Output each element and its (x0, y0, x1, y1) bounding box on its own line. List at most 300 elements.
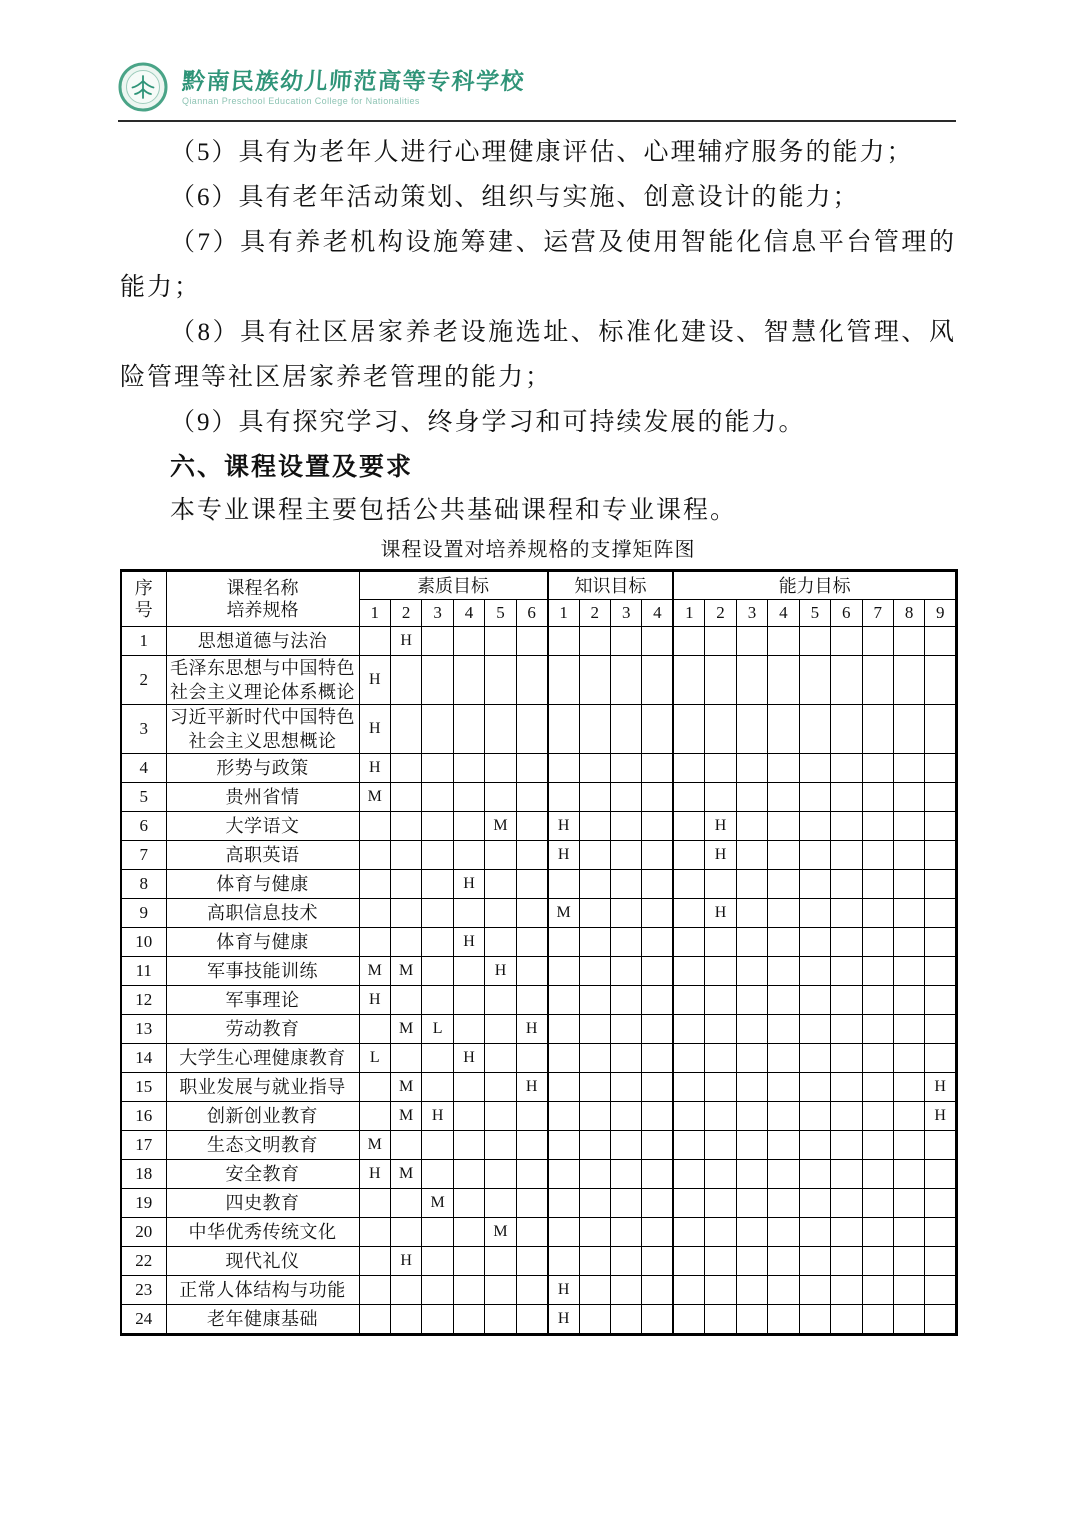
matrix-cell (705, 986, 736, 1015)
row-number-cell: 15 (121, 1073, 166, 1102)
ability-item-9: （9）具有探究学习、终身学习和可持续发展的能力。 (170, 409, 806, 436)
matrix-cell (893, 627, 924, 656)
row-number-cell: 9 (121, 899, 166, 928)
course-name-cell: 毛泽东思想与中国特色社会主义理论体系概论 (166, 656, 359, 705)
corner-line1: 序 (134, 578, 153, 598)
matrix-cell (422, 1160, 453, 1189)
matrix-cell (673, 957, 704, 986)
matrix-cell (799, 1131, 830, 1160)
matrix-mark-cell: H (485, 957, 516, 986)
matrix-cell (642, 1189, 673, 1218)
row-number-cell: 19 (121, 1189, 166, 1218)
matrix-cell (736, 812, 767, 841)
matrix-cell (579, 899, 610, 928)
matrix-cell (831, 986, 862, 1015)
matrix-cell (736, 1189, 767, 1218)
matrix-cell (642, 656, 673, 705)
matrix-cell (611, 841, 642, 870)
matrix-cell (611, 1044, 642, 1073)
ability-item-7: （7）具有养老机构设施筹建、运营及使用智能化信息平台管理的能力； (120, 229, 956, 301)
matrix-cell (893, 986, 924, 1015)
matrix-cell (768, 986, 799, 1015)
course-name-cell: 正常人体结构与功能 (166, 1276, 359, 1305)
matrix-cell (422, 1218, 453, 1247)
matrix-cell (705, 928, 736, 957)
matrix-cell (611, 1247, 642, 1276)
matrix-cell (893, 705, 924, 754)
row-number-cell: 10 (121, 928, 166, 957)
matrix-cell (799, 627, 830, 656)
matrix-mark-cell: H (422, 1102, 453, 1131)
matrix-cell (893, 1015, 924, 1044)
matrix-cell (736, 1305, 767, 1335)
matrix-cell (485, 1189, 516, 1218)
matrix-cell (611, 1218, 642, 1247)
matrix-cell (579, 1305, 610, 1335)
matrix-cell (422, 841, 453, 870)
matrix-cell (893, 870, 924, 899)
course-name-cell: 军事理论 (166, 986, 359, 1015)
matrix-cell (611, 928, 642, 957)
matrix-cell (579, 1073, 610, 1102)
row-number-cell: 3 (121, 705, 166, 754)
matrix-cell (516, 754, 547, 783)
matrix-cell (579, 627, 610, 656)
matrix-mark-cell: M (359, 783, 390, 812)
matrix-mark-cell: M (422, 1189, 453, 1218)
matrix-cell (768, 656, 799, 705)
table-row (121, 899, 957, 928)
matrix-cell (611, 1189, 642, 1218)
course-name-cell: 思想道德与法治 (166, 627, 359, 656)
matrix-cell (579, 754, 610, 783)
table-row (121, 1015, 957, 1044)
matrix-cell (485, 1131, 516, 1160)
matrix-cell (925, 1247, 957, 1276)
matrix-mark-cell: H (705, 899, 736, 928)
matrix-cell (611, 754, 642, 783)
matrix-cell (548, 1189, 579, 1218)
matrix-cell (862, 957, 893, 986)
objective-number-cell: 4 (768, 600, 799, 627)
matrix-cell (485, 656, 516, 705)
matrix-cell (799, 812, 830, 841)
row-number-cell: 14 (121, 1044, 166, 1073)
matrix-cell (862, 1247, 893, 1276)
matrix-cell (799, 957, 830, 986)
name-header-line1: 课程名称 (226, 578, 299, 598)
matrix-cell (862, 870, 893, 899)
matrix-cell (548, 1218, 579, 1247)
matrix-cell (642, 1247, 673, 1276)
matrix-cell (579, 986, 610, 1015)
ability-item-5: （5）具有为老年人进行心理健康评估、心理辅疗服务的能力； (170, 139, 914, 166)
matrix-cell (862, 705, 893, 754)
intro-paragraph: 本专业课程主要包括公共基础课程和专业课程。 (170, 497, 738, 524)
matrix-cell (893, 783, 924, 812)
matrix-cell (422, 1131, 453, 1160)
matrix-mark-cell: H (453, 870, 484, 899)
course-name-cell: 中华优秀传统文化 (166, 1218, 359, 1247)
table-row (121, 754, 957, 783)
matrix-cell (736, 1160, 767, 1189)
course-name-cell: 高职信息技术 (166, 899, 359, 928)
matrix-cell (831, 783, 862, 812)
matrix-cell (831, 705, 862, 754)
matrix-cell (359, 870, 390, 899)
matrix-cell (611, 870, 642, 899)
matrix-cell (390, 812, 421, 841)
matrix-cell (548, 1160, 579, 1189)
matrix-cell (705, 705, 736, 754)
matrix-cell (736, 899, 767, 928)
matrix-cell (485, 705, 516, 754)
matrix-cell (831, 1073, 862, 1102)
matrix-cell (642, 1044, 673, 1073)
matrix-mark-cell: H (705, 812, 736, 841)
matrix-cell (422, 1247, 453, 1276)
matrix-cell (390, 928, 421, 957)
matrix-mark-cell: H (516, 1073, 547, 1102)
matrix-mark-cell: H (705, 841, 736, 870)
matrix-cell (359, 899, 390, 928)
header-group-row (121, 571, 957, 600)
matrix-cell (673, 705, 704, 754)
matrix-cell (453, 899, 484, 928)
row-number-cell: 24 (121, 1305, 166, 1335)
matrix-cell (768, 754, 799, 783)
matrix-cell (390, 899, 421, 928)
matrix-cell (516, 627, 547, 656)
matrix-cell (422, 957, 453, 986)
matrix-cell (485, 928, 516, 957)
matrix-cell (673, 1276, 704, 1305)
table-row (121, 957, 957, 986)
matrix-mark-cell: H (359, 754, 390, 783)
matrix-cell (359, 841, 390, 870)
table-row (121, 627, 957, 656)
matrix-mark-cell: H (390, 627, 421, 656)
matrix-cell (862, 812, 893, 841)
matrix-cell (485, 1160, 516, 1189)
matrix-cell (642, 1131, 673, 1160)
matrix-cell (799, 1218, 830, 1247)
matrix-cell (422, 627, 453, 656)
matrix-cell (768, 1015, 799, 1044)
matrix-cell (485, 1044, 516, 1073)
matrix-cell (453, 627, 484, 656)
college-name-zh: 黔南民族幼儿师范高等专科学校 (181, 67, 526, 94)
matrix-cell (862, 1015, 893, 1044)
matrix-cell (768, 1131, 799, 1160)
matrix-cell (422, 754, 453, 783)
objective-number-cell: 4 (642, 600, 673, 627)
matrix-cell (768, 1305, 799, 1335)
matrix-cell (893, 1160, 924, 1189)
matrix-cell (359, 627, 390, 656)
table-row (121, 1131, 957, 1160)
matrix-cell (453, 841, 484, 870)
course-name-cell: 安全教育 (166, 1160, 359, 1189)
matrix-cell (611, 1276, 642, 1305)
matrix-cell (768, 1044, 799, 1073)
matrix-cell (799, 656, 830, 705)
support-matrix-table (120, 569, 958, 1336)
matrix-cell (799, 899, 830, 928)
table-caption: 课程设置对培养规格的支撑矩阵图 (380, 539, 696, 561)
matrix-cell (359, 812, 390, 841)
matrix-cell (548, 627, 579, 656)
matrix-cell (673, 1305, 704, 1335)
matrix-cell (736, 783, 767, 812)
matrix-cell (642, 899, 673, 928)
matrix-cell (359, 1247, 390, 1276)
matrix-cell (673, 899, 704, 928)
matrix-cell (390, 1305, 421, 1335)
matrix-cell (422, 870, 453, 899)
matrix-cell (422, 656, 453, 705)
matrix-cell (485, 1015, 516, 1044)
matrix-cell (516, 783, 547, 812)
matrix-cell (736, 656, 767, 705)
matrix-cell (642, 1305, 673, 1335)
objective-number-cell: 3 (422, 600, 453, 627)
matrix-cell (831, 1044, 862, 1073)
objective-number-cell: 6 (831, 600, 862, 627)
matrix-cell (485, 783, 516, 812)
matrix-cell (359, 1189, 390, 1218)
matrix-cell (925, 656, 957, 705)
table-row (121, 705, 957, 754)
matrix-cell (453, 1160, 484, 1189)
matrix-cell (925, 1276, 957, 1305)
matrix-mark-cell: M (390, 1015, 421, 1044)
matrix-cell (516, 812, 547, 841)
matrix-cell (831, 1015, 862, 1044)
matrix-cell (390, 1218, 421, 1247)
matrix-cell (893, 1073, 924, 1102)
matrix-cell (673, 1015, 704, 1044)
matrix-cell (642, 812, 673, 841)
matrix-cell (422, 899, 453, 928)
matrix-cell (768, 957, 799, 986)
objective-number-cell: 1 (673, 600, 704, 627)
matrix-cell (736, 1073, 767, 1102)
matrix-cell (453, 986, 484, 1015)
matrix-cell (799, 1160, 830, 1189)
objective-number-cell: 5 (799, 600, 830, 627)
matrix-cell (705, 754, 736, 783)
matrix-cell (579, 1247, 610, 1276)
matrix-cell (453, 1218, 484, 1247)
course-name-cell: 形势与政策 (166, 754, 359, 783)
matrix-cell (611, 957, 642, 986)
matrix-cell (799, 1015, 830, 1044)
objective-number-cell: 1 (548, 600, 579, 627)
matrix-cell (579, 957, 610, 986)
course-name-cell: 劳动教育 (166, 1015, 359, 1044)
matrix-cell (705, 1189, 736, 1218)
matrix-cell (548, 705, 579, 754)
matrix-cell (893, 1276, 924, 1305)
matrix-cell (705, 1044, 736, 1073)
group-header-knowledge: 知识目标 (548, 571, 674, 600)
matrix-cell (516, 841, 547, 870)
matrix-cell (390, 1131, 421, 1160)
matrix-cell (548, 1044, 579, 1073)
matrix-cell (736, 928, 767, 957)
matrix-cell (893, 928, 924, 957)
matrix-cell (862, 1218, 893, 1247)
matrix-cell (736, 870, 767, 899)
matrix-cell (453, 1102, 484, 1131)
matrix-cell (862, 754, 893, 783)
matrix-cell (799, 1102, 830, 1131)
objective-number-cell: 2 (390, 600, 421, 627)
matrix-mark-cell: M (359, 957, 390, 986)
matrix-cell (862, 627, 893, 656)
matrix-cell (705, 1073, 736, 1102)
name-header-cell (166, 571, 359, 627)
matrix-cell (893, 1189, 924, 1218)
table-row (121, 1218, 957, 1247)
matrix-cell (925, 841, 957, 870)
objective-number-cell: 6 (516, 600, 547, 627)
matrix-cell (831, 1189, 862, 1218)
matrix-mark-cell: M (390, 957, 421, 986)
matrix-cell (925, 1189, 957, 1218)
matrix-cell (516, 1305, 547, 1335)
matrix-cell (611, 899, 642, 928)
matrix-cell (673, 656, 704, 705)
matrix-cell (799, 1044, 830, 1073)
matrix-cell (390, 705, 421, 754)
matrix-cell (548, 1131, 579, 1160)
table-row (121, 928, 957, 957)
matrix-cell (673, 1218, 704, 1247)
matrix-cell (831, 1160, 862, 1189)
row-number-cell: 13 (121, 1015, 166, 1044)
matrix-cell (893, 899, 924, 928)
table-row (121, 1276, 957, 1305)
table-row (121, 841, 957, 870)
matrix-cell (705, 656, 736, 705)
matrix-mark-cell: H (359, 1160, 390, 1189)
matrix-cell (579, 1131, 610, 1160)
matrix-cell (642, 1160, 673, 1189)
objective-number-cell: 3 (611, 600, 642, 627)
row-number-cell: 18 (121, 1160, 166, 1189)
matrix-cell (611, 1015, 642, 1044)
matrix-cell (925, 957, 957, 986)
course-name-cell: 大学语文 (166, 812, 359, 841)
matrix-cell (736, 627, 767, 656)
matrix-cell (579, 1218, 610, 1247)
matrix-cell (359, 1102, 390, 1131)
matrix-cell (642, 1015, 673, 1044)
matrix-cell (799, 841, 830, 870)
table-row (121, 656, 957, 705)
matrix-cell (548, 928, 579, 957)
matrix-cell (485, 841, 516, 870)
matrix-cell (862, 986, 893, 1015)
matrix-cell (485, 1305, 516, 1335)
matrix-mark-cell: H (359, 986, 390, 1015)
matrix-cell (390, 656, 421, 705)
table-row (121, 1160, 957, 1189)
matrix-cell (705, 1015, 736, 1044)
matrix-cell (453, 656, 484, 705)
matrix-cell (422, 705, 453, 754)
matrix-cell (611, 656, 642, 705)
corner-header-cell (121, 571, 166, 627)
matrix-cell (893, 841, 924, 870)
matrix-cell (453, 1015, 484, 1044)
matrix-cell (422, 812, 453, 841)
matrix-cell (736, 1131, 767, 1160)
matrix-cell (611, 812, 642, 841)
matrix-cell (736, 957, 767, 986)
matrix-cell (862, 656, 893, 705)
matrix-cell (925, 870, 957, 899)
matrix-cell (862, 1131, 893, 1160)
matrix-mark-cell: M (359, 1131, 390, 1160)
matrix-cell (831, 957, 862, 986)
matrix-cell (642, 986, 673, 1015)
matrix-cell (799, 705, 830, 754)
matrix-cell (893, 1305, 924, 1335)
matrix-cell (799, 754, 830, 783)
course-name-cell: 体育与健康 (166, 928, 359, 957)
matrix-cell (579, 928, 610, 957)
matrix-cell (579, 705, 610, 754)
matrix-mark-cell: M (390, 1102, 421, 1131)
matrix-cell (453, 1276, 484, 1305)
matrix-cell (390, 754, 421, 783)
matrix-cell (893, 1102, 924, 1131)
matrix-cell (673, 1131, 704, 1160)
matrix-cell (642, 1102, 673, 1131)
matrix-cell (516, 1102, 547, 1131)
matrix-cell (422, 1276, 453, 1305)
matrix-cell (673, 1073, 704, 1102)
matrix-mark-cell: H (548, 1276, 579, 1305)
course-name-cell: 高职英语 (166, 841, 359, 870)
matrix-cell (768, 627, 799, 656)
row-number-cell: 22 (121, 1247, 166, 1276)
matrix-cell (390, 783, 421, 812)
matrix-cell (642, 928, 673, 957)
matrix-cell (548, 1073, 579, 1102)
matrix-mark-cell: H (390, 1247, 421, 1276)
matrix-cell (673, 812, 704, 841)
matrix-cell (390, 1189, 421, 1218)
matrix-cell (453, 1305, 484, 1335)
matrix-cell (516, 1044, 547, 1073)
matrix-mark-cell: H (548, 841, 579, 870)
matrix-cell (453, 1189, 484, 1218)
matrix-cell (673, 986, 704, 1015)
row-number-cell: 20 (121, 1218, 166, 1247)
matrix-cell (673, 928, 704, 957)
course-name-cell: 习近平新时代中国特色社会主义思想概论 (166, 705, 359, 754)
objective-number-cell: 2 (579, 600, 610, 627)
matrix-cell (768, 1189, 799, 1218)
matrix-cell (925, 627, 957, 656)
matrix-cell (925, 899, 957, 928)
matrix-cell (673, 627, 704, 656)
matrix-cell (516, 899, 547, 928)
